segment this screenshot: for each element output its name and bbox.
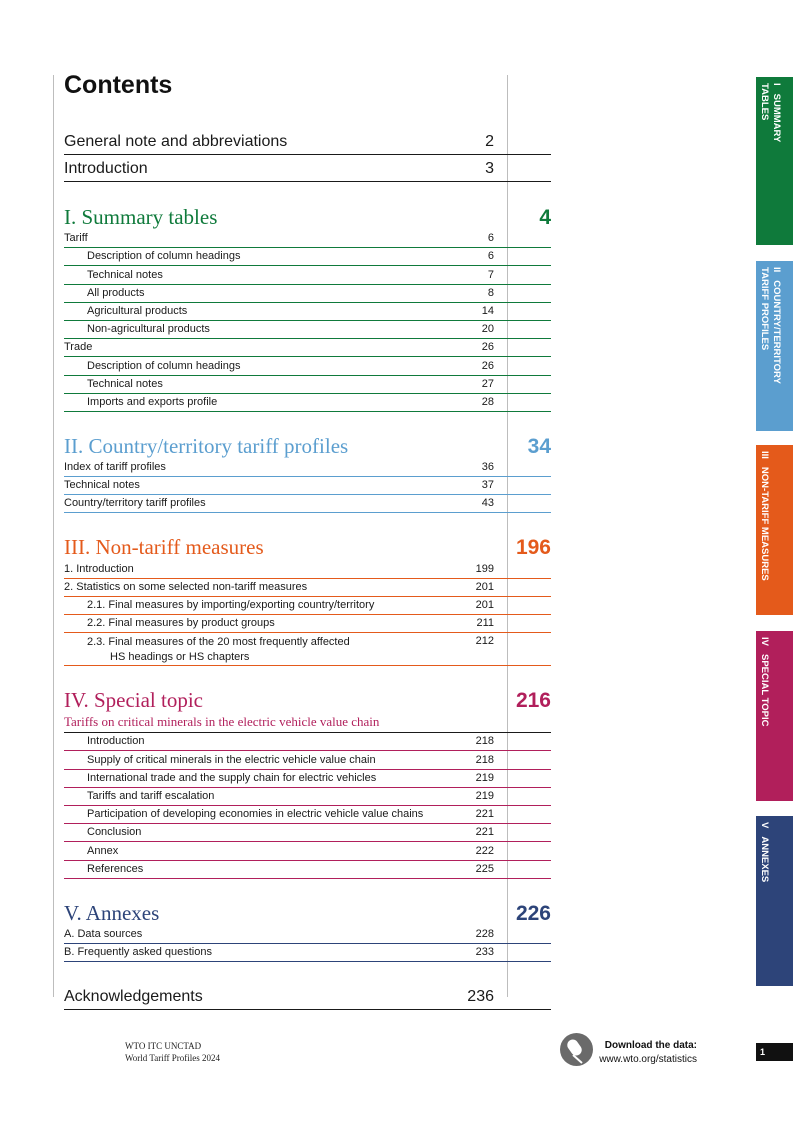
entry-label-text: Tariffs and tariff escalation bbox=[87, 789, 215, 802]
tab-section-1[interactable] bbox=[756, 77, 793, 245]
toc-entry[interactable] bbox=[64, 597, 551, 615]
section-page: 196 bbox=[515, 536, 551, 560]
tab-text: ANNEXES bbox=[759, 836, 770, 883]
entry-label bbox=[64, 617, 437, 630]
entry-label-text: Index of tariff profiles bbox=[64, 461, 166, 474]
download-heading: Download the data: bbox=[604, 1040, 697, 1051]
entry-page: 6 bbox=[487, 250, 494, 263]
toc-entry[interactable] bbox=[64, 495, 551, 513]
entry-page: 228 bbox=[475, 927, 494, 940]
entry-page: 233 bbox=[475, 946, 494, 959]
toc-entry[interactable] bbox=[64, 842, 551, 860]
tab-numeral: I bbox=[771, 83, 782, 86]
toc-entry[interactable] bbox=[64, 376, 551, 394]
toc-entry[interactable] bbox=[64, 579, 551, 597]
toc-entry[interactable] bbox=[64, 230, 551, 248]
toc-entry-introduction[interactable] bbox=[64, 155, 551, 182]
toc-entry[interactable] bbox=[64, 266, 551, 284]
toc-entry[interactable] bbox=[64, 303, 551, 321]
tab-text: NON-TARIFF MEASURES bbox=[759, 466, 770, 581]
tab-section-3[interactable] bbox=[756, 445, 793, 615]
tab-text: COUNTRY/TERRITORY TARIFF PROFILES bbox=[759, 267, 782, 384]
section-heading[interactable] bbox=[64, 533, 551, 560]
entry-page: 7 bbox=[487, 268, 494, 281]
entry-page: 211 bbox=[476, 617, 494, 630]
entry-label bbox=[64, 635, 437, 665]
section-subtitle: Tariffs on critical minerals in the electric vehicle value chain bbox=[64, 713, 551, 733]
entry-label-text: Country/territory tariff profiles bbox=[64, 497, 206, 510]
section-title: V. Annexes bbox=[64, 900, 160, 925]
entry-label bbox=[64, 563, 437, 576]
entry-label bbox=[64, 754, 437, 767]
entry-page: 212 bbox=[475, 635, 494, 648]
entry-label-text: 1. Introduction bbox=[64, 562, 134, 575]
section-heading[interactable] bbox=[64, 203, 551, 230]
entry-label-text: Non-agricultural products bbox=[87, 323, 210, 336]
tab-numeral: II bbox=[771, 267, 782, 273]
section-title: III. Non-tariff measures bbox=[64, 535, 264, 560]
entry-page: 218 bbox=[475, 735, 494, 748]
section-page: 226 bbox=[515, 901, 551, 925]
entry-page: 221 bbox=[475, 808, 494, 821]
section-heading[interactable] bbox=[64, 686, 551, 713]
entry-label-text: 2.3. Final measures of the 20 most frequently affected bbox=[87, 636, 350, 649]
toc-entry[interactable] bbox=[64, 751, 551, 769]
entry-label-text: 2. Statistics on some selected non-tariff measures bbox=[64, 580, 308, 593]
entry-label-text: All products bbox=[87, 286, 145, 299]
download-text bbox=[594, 1039, 697, 1067]
entry-page: 236 bbox=[467, 988, 494, 1006]
download-mouse-icon bbox=[560, 1033, 593, 1066]
tab-numeral: IV bbox=[759, 637, 770, 646]
tab-numeral: III bbox=[759, 451, 770, 459]
entry-label-text: Imports and exports profile bbox=[87, 395, 218, 408]
entry-label bbox=[64, 735, 437, 748]
entry-label-text: Technical notes bbox=[87, 377, 163, 390]
entry-label-text: 2.2. Final measures by product groups bbox=[87, 617, 275, 630]
toc-entry[interactable] bbox=[64, 477, 551, 495]
entry-page: 43 bbox=[481, 497, 494, 510]
tab-section-5[interactable] bbox=[756, 816, 793, 986]
toc-entry[interactable] bbox=[64, 861, 551, 879]
entry-label-text: Supply of critical minerals in the electric vehicle value chain bbox=[87, 753, 376, 766]
toc-entry[interactable] bbox=[64, 285, 551, 303]
entry-page: 20 bbox=[481, 323, 494, 336]
table-of-contents bbox=[64, 70, 551, 1010]
page-title: Contents bbox=[64, 71, 173, 99]
entry-label bbox=[64, 826, 437, 839]
entry-page: 6 bbox=[487, 232, 494, 245]
entry-page: 219 bbox=[475, 771, 494, 784]
toc-entry[interactable] bbox=[64, 459, 551, 477]
entry-page: 28 bbox=[481, 395, 494, 408]
tab-text: SPECIAL TOPIC bbox=[759, 653, 770, 727]
section-title: I. Summary tables bbox=[64, 205, 218, 229]
entry-page: 26 bbox=[481, 341, 494, 354]
entry-label bbox=[64, 599, 437, 612]
entry-label-text: Technical notes bbox=[64, 479, 140, 492]
tab-section-4[interactable] bbox=[756, 631, 793, 801]
entry-label bbox=[64, 461, 437, 474]
entry-label bbox=[64, 269, 437, 282]
toc-entry[interactable] bbox=[64, 357, 551, 375]
entry-label-text: Introduction bbox=[87, 735, 145, 748]
tab-label bbox=[758, 81, 782, 144]
tab-section-2[interactable] bbox=[756, 261, 793, 431]
entry-page: 2 bbox=[485, 133, 494, 150]
section-page: 216 bbox=[515, 689, 551, 713]
entry-label-text: B. Frequently asked questions bbox=[64, 946, 212, 959]
entry-page: 219 bbox=[475, 789, 494, 802]
toc-entry[interactable] bbox=[64, 394, 551, 412]
download-url[interactable]: www.wto.org/statistics bbox=[599, 1054, 697, 1065]
entry-label bbox=[64, 378, 437, 391]
sections bbox=[64, 182, 551, 962]
tab-label bbox=[758, 449, 770, 583]
section-page: 34 bbox=[527, 434, 551, 458]
entry-page: 199 bbox=[475, 562, 494, 575]
entry-label-text: Agricultural products bbox=[87, 304, 188, 317]
tab-numeral: V bbox=[759, 822, 770, 829]
entry-label bbox=[64, 497, 437, 510]
entry-page: 201 bbox=[475, 599, 494, 611]
entry-label bbox=[64, 341, 437, 354]
toc-entry[interactable] bbox=[64, 733, 551, 751]
entry-label bbox=[64, 808, 437, 821]
entry-label bbox=[64, 863, 437, 876]
entry-page: 36 bbox=[481, 461, 494, 474]
section-heading[interactable] bbox=[64, 432, 551, 459]
toc-entry-general-note[interactable] bbox=[64, 128, 551, 155]
entry-label bbox=[64, 323, 437, 336]
entry-label-text: 2.1. Final measures by importing/exporting country/territory bbox=[87, 599, 375, 611]
toc-entry[interactable] bbox=[64, 944, 551, 962]
section-title: II. Country/territory tariff profiles bbox=[64, 433, 349, 458]
entry-label bbox=[64, 250, 437, 263]
entry-label-text: References bbox=[87, 862, 144, 875]
entry-label bbox=[64, 232, 437, 245]
entry-label-text: Annex bbox=[87, 844, 119, 857]
entry-label bbox=[64, 845, 437, 858]
tab-text: SUMMARY TABLES bbox=[759, 83, 782, 143]
tab-label bbox=[758, 265, 782, 386]
entry-page: 37 bbox=[481, 479, 494, 492]
toc-entry[interactable] bbox=[64, 615, 551, 633]
footer-publication: World Tariff Profiles 2024 bbox=[125, 1053, 221, 1063]
entry-label-text: A. Data sources bbox=[64, 927, 143, 940]
toc-entry[interactable] bbox=[64, 770, 551, 788]
entry-label bbox=[64, 790, 437, 803]
left-rule bbox=[53, 75, 54, 997]
entry-page: 8 bbox=[487, 286, 494, 299]
entry-page: 218 bbox=[475, 753, 494, 766]
section-title: IV. Special topic bbox=[64, 688, 204, 713]
section-heading[interactable] bbox=[64, 899, 551, 926]
entry-label: General note and abbreviations bbox=[64, 133, 288, 150]
publisher-footer bbox=[125, 1040, 220, 1064]
tab-label bbox=[758, 820, 770, 884]
entry-label: Acknowledgements bbox=[64, 988, 203, 1006]
entry-page: 225 bbox=[475, 862, 494, 875]
entry-label bbox=[64, 305, 437, 318]
entry-page: 27 bbox=[481, 377, 494, 390]
toc-entry[interactable] bbox=[64, 248, 551, 266]
toc-entry[interactable] bbox=[64, 321, 551, 339]
download-data-link[interactable] bbox=[560, 1033, 697, 1066]
toc-entry[interactable] bbox=[64, 339, 551, 357]
entry-page: 3 bbox=[485, 160, 494, 177]
tab-label bbox=[758, 635, 770, 728]
entry-label-line2: HS headings or HS chapters bbox=[110, 651, 250, 664]
page-number: 1 bbox=[756, 1043, 793, 1061]
entry-label bbox=[64, 479, 437, 492]
footer-publishers: WTO ITC UNCTAD bbox=[125, 1041, 202, 1051]
entry-label-text: Participation of developing economies in electric vehicle value chains bbox=[87, 808, 424, 821]
entry-label: Introduction bbox=[64, 160, 148, 177]
entry-label bbox=[64, 360, 437, 373]
entry-label-text: Description of column headings bbox=[87, 359, 241, 372]
toc-entry-acknowledgements[interactable] bbox=[64, 983, 551, 1010]
entry-page: 14 bbox=[481, 304, 494, 317]
toc-entry[interactable] bbox=[64, 806, 551, 824]
toc-entry[interactable] bbox=[64, 788, 551, 806]
entry-page: 201 bbox=[475, 580, 494, 593]
entry-label bbox=[64, 287, 437, 300]
entry-page: 221 bbox=[475, 826, 494, 839]
entry-label bbox=[64, 396, 437, 409]
toc-entry[interactable] bbox=[64, 926, 551, 944]
entry-label bbox=[64, 928, 437, 941]
entry-label-text: Description of column headings bbox=[87, 250, 241, 263]
entry-label bbox=[64, 772, 437, 785]
entry-page: 222 bbox=[475, 844, 494, 857]
entry-label bbox=[64, 946, 437, 959]
entry-label-text: International trade and the supply chain for electric vehicles bbox=[87, 771, 377, 784]
toc-entry[interactable] bbox=[64, 824, 551, 842]
entry-page: 26 bbox=[481, 359, 494, 372]
entry-label bbox=[64, 581, 437, 594]
toc-entry[interactable] bbox=[64, 633, 551, 666]
entry-label-text: Conclusion bbox=[87, 826, 142, 839]
section-page: 4 bbox=[539, 206, 551, 229]
toc-entry[interactable] bbox=[64, 560, 551, 578]
entry-label-text: Trade bbox=[64, 341, 93, 354]
entry-label-text: Technical notes bbox=[87, 268, 163, 281]
entry-label-text: Tariff bbox=[64, 232, 88, 245]
